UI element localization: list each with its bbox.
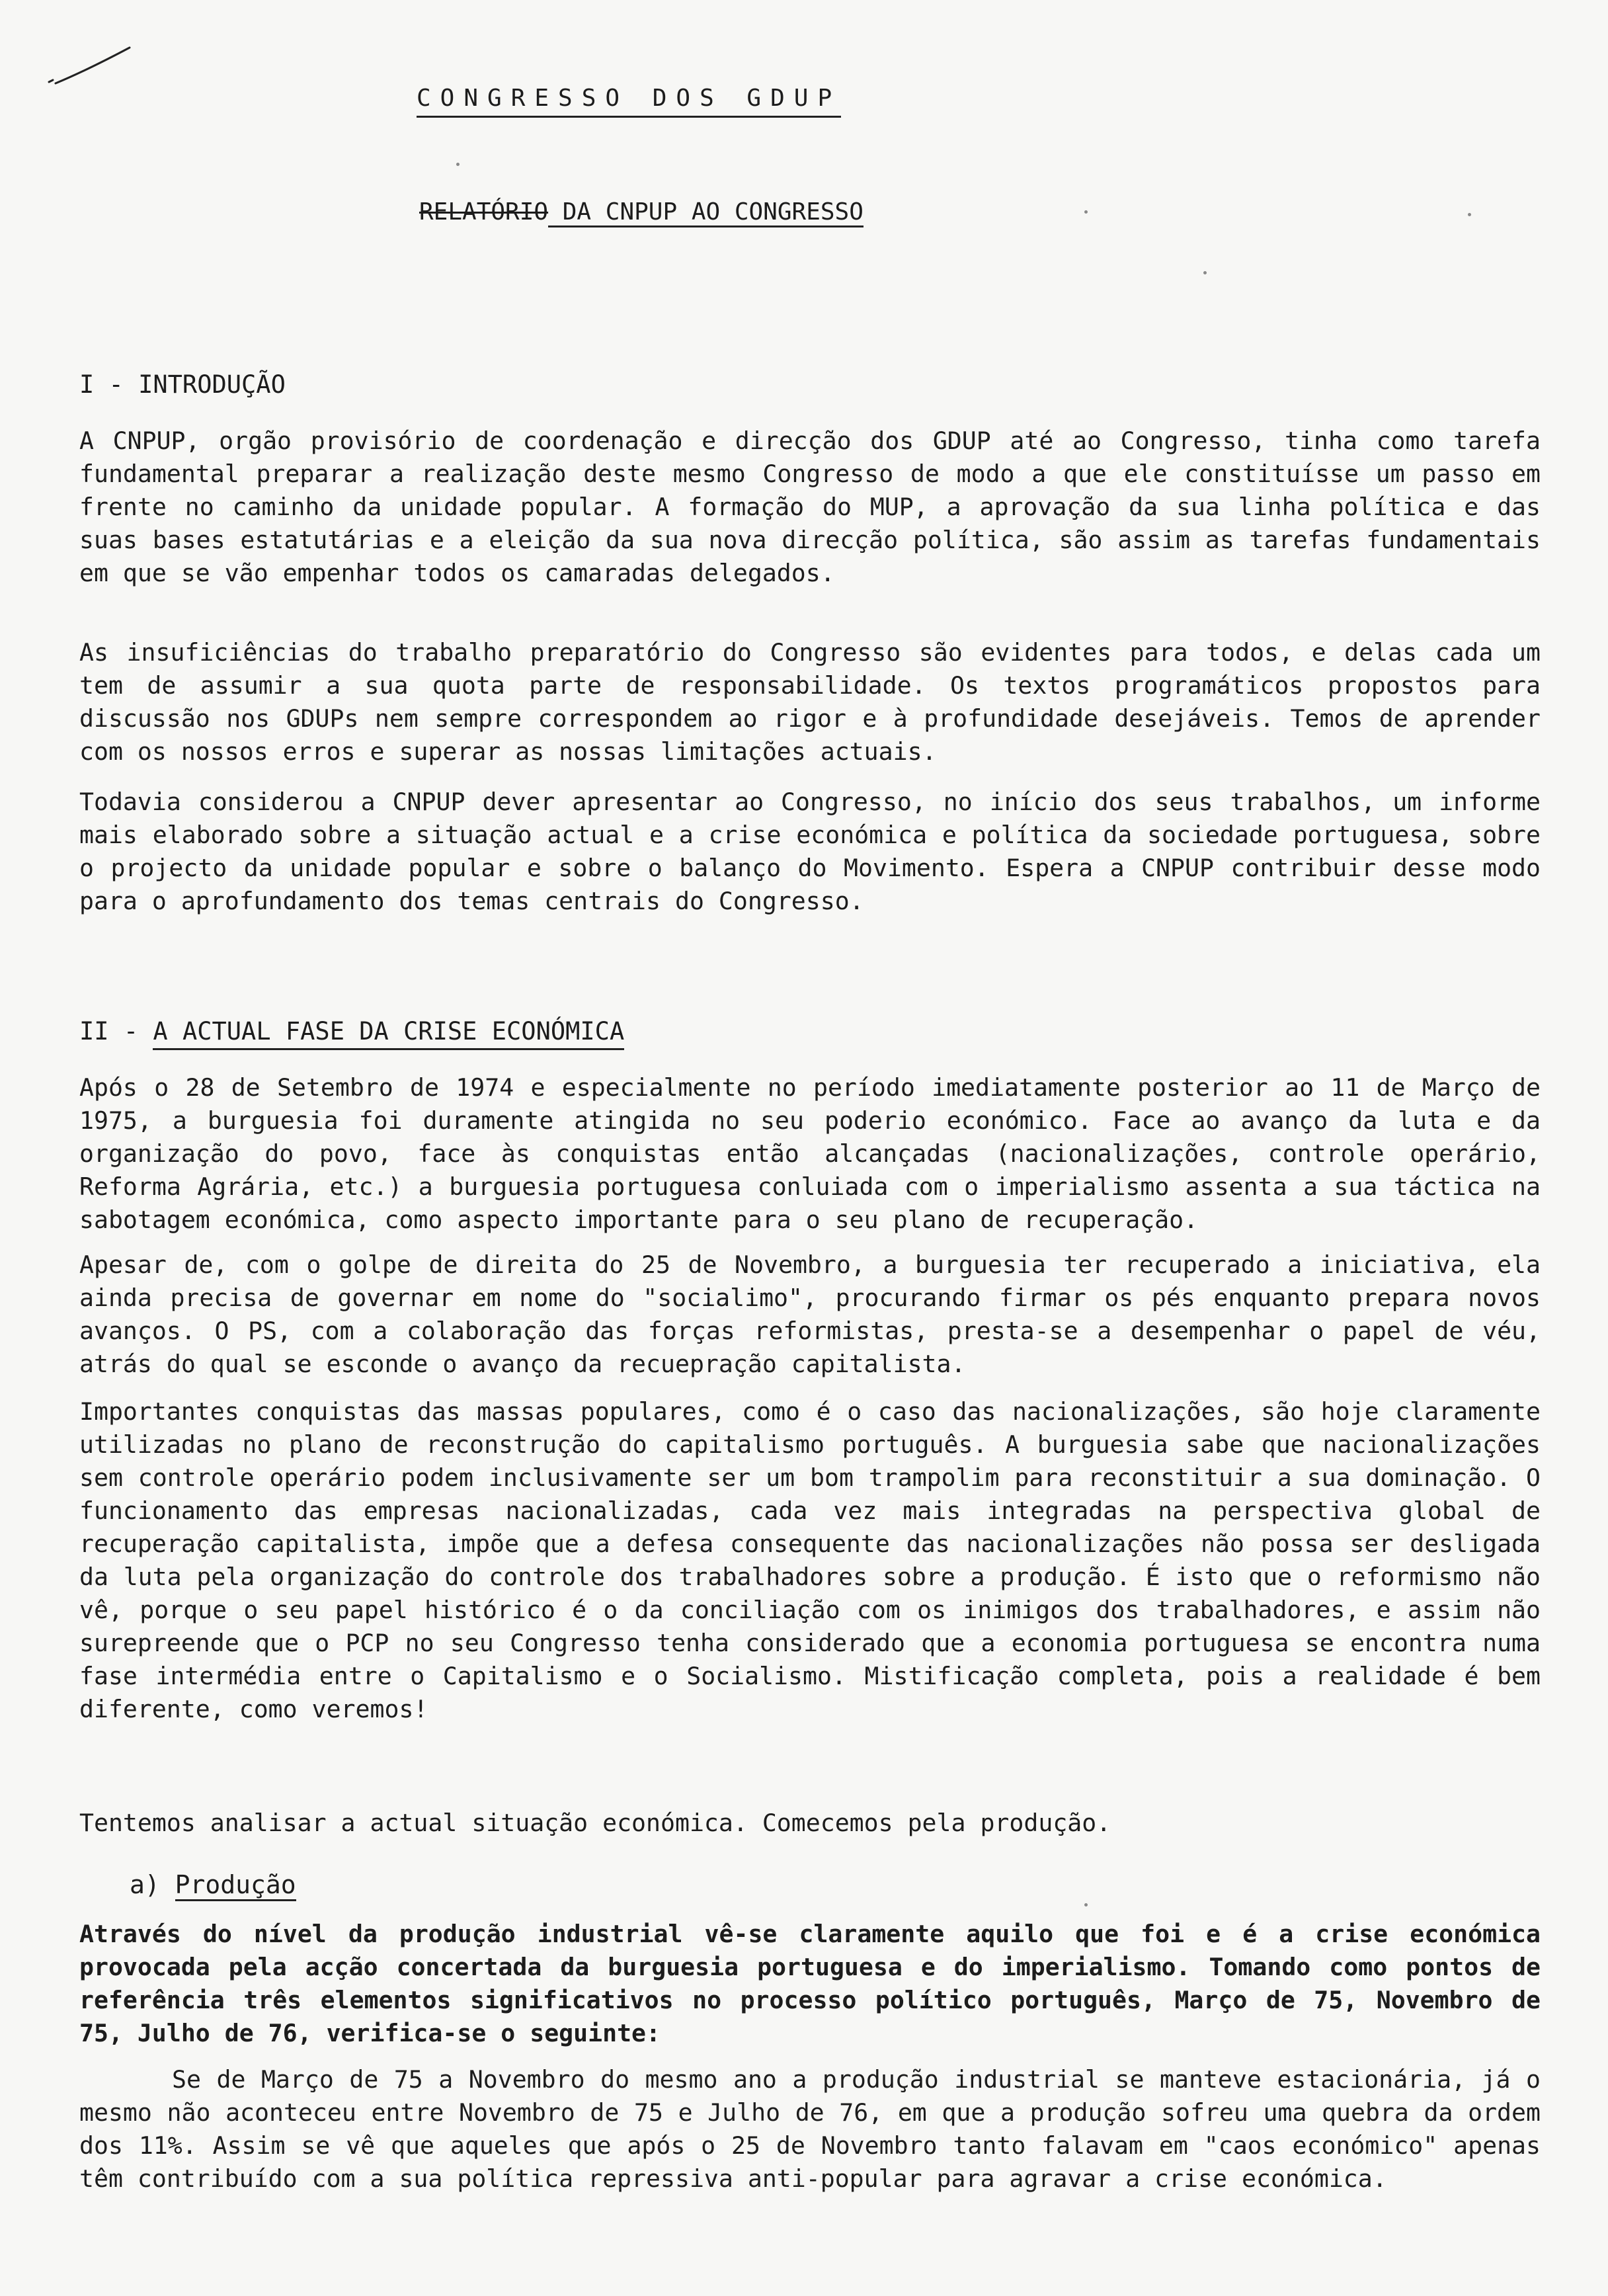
paragraph-intro-1: A CNPUP, orgão provisório de coordenação e direcção dos GDUP até ao Congresso, tinha como tarefa fundamental preparar a realização deste mesmo Congresso de modo a que ele constituísse um passo em frente no caminho da unidade popular. A formação do MUP, a aprovação da sua linha política e das suas bases estatutárias e a eleição da sua nova direcção política, são assim as tarefas fundamentais em que se vão empenhar todos os camaradas delegados. bbox=[79, 427, 1541, 587]
section-heading-introducao: I - INTRODUÇÃO bbox=[79, 370, 286, 399]
pen-stroke-mark bbox=[48, 44, 134, 97]
subsection-label: a) bbox=[130, 1870, 175, 1899]
paragraph-producao-1 bbox=[79, 1918, 1541, 2050]
scan-speck bbox=[1203, 271, 1207, 274]
scan-speck bbox=[456, 163, 460, 166]
document-subtitle bbox=[419, 198, 864, 226]
paragraph-intro-3: Todavia considerou a CNPUP dever apresentar ao Congresso, no início dos seus trabalhos, um informe mais elaborado sobre a situação actual e a crise económica e política da sociedade portuguesa, sobre o projecto da unidade popular e sobre o balanço do Movimento. Espera a CNPUP contribuir desse modo para o aprofundamento dos temas centrais do Congresso. bbox=[79, 788, 1541, 915]
paragraph-intro-2: As insuficiências do trabalho preparatório do Congresso são evidentes para todos, e delas cada um tem de assumir a sua quota parte de responsabilidade. Os textos programáticos propostos para discussão nos GDUPs nem sempre correspondem ao rigor e à profundidade desejáveis. Temos de aprender com os nossos erros e superar as nossas limitações actuais. bbox=[79, 638, 1541, 766]
scan-speck bbox=[1084, 210, 1088, 214]
scan-speck bbox=[1468, 213, 1471, 216]
paragraph-crise-2: Apesar de, com o golpe de direita do 25 de Novembro, a burguesia ter recuperado a iniciativa, ela ainda precisa de governar em nome do "socialimo", procurando firmar os pés enquanto prepara novos avanços. O PS, com a colaboração das forças reformistas, presta-se a desempenhar o papel de véu, atrás do qual se esconde o avanço da recuepração capitalista. bbox=[79, 1250, 1541, 1378]
subsection-title: Produção bbox=[175, 1870, 296, 1901]
paragraph-crise-1: Após o 28 de Setembro de 1974 e especialmente no período imediatamente posterior ao 11 de Março de 1975, a burguesia foi duramente atingida no seu poderio económico. Face ao avanço da luta e da organização do povo, face às conquistas então alcançadas (nacionalizações, controle operário, Reforma Agrária, etc.) a burguesia portuguesa conluiada com o imperialismo assenta a sua táctica na sabotagem económica, como aspecto importante para o seu plano de recuperação. bbox=[79, 1073, 1541, 1234]
document-title: CONGRESSO DOS GDUP bbox=[417, 85, 841, 118]
subtitle-crossed-word: RELATÓRIO bbox=[419, 198, 549, 226]
paragraph-crise-4: Tentemos analisar a actual situação económica. Comecemos pela produção. bbox=[79, 1809, 1111, 1837]
paragraph-producao-2: Se de Março de 75 a Novembro do mesmo ano a produção industrial se manteve estacionária, já o mesmo não aconteceu entre Novembro de 75 e Julho de 76, em que a produção sofreu uma quebra da ordem dos 11%. Assim se vê que aqueles que após o 25 de Novembro tanto falavam em "caos económico" apenas têm contribuído com a sua política repressiva anti-popular para agravar a crise económica. bbox=[79, 2065, 1541, 2193]
section-heading-number: II - bbox=[79, 1017, 153, 1046]
subtitle-text: DA CNPUP AO CONGRESSO bbox=[548, 198, 864, 227]
scan-speck bbox=[1084, 1903, 1088, 1906]
paragraph-crise-3: Importantes conquistas das massas populares, como é o caso das nacionalizações, são hoje claramente utilizadas no plano de reconstrução do capitalismo português. A burguesia sabe que nacionalizações sem controle operário podem inclusivamente ser um bom trampolim para reconstituir a sua dominação. O funcionamento das empresas nacionalizadas, cada vez mais integradas na perspectiva global de recuperação capitalista, impõe que a defesa consequente das nacionalizações não possa ser desligada da luta pela organização do controle dos trabalhadores sobre a produção. É isto que o reformismo não vê, porque o seu papel histórico é o da conciliação com os inimigos dos trabalhadores, e assim não surepreende que o PCP no seu Congresso tenha considerado que a economia portuguesa se encontra numa fase intermédia entre o Capitalismo e o Socialismo. Mistificação completa, pois a realidade é bem diferente, como veremos! bbox=[79, 1397, 1541, 1723]
section-heading-text: A ACTUAL FASE DA CRISE ECONÓMICA bbox=[153, 1017, 624, 1050]
paragraph-producao-1-text: Através do nível da produção industrial vê-se claramente aquilo que foi e é a crise económica provocada pela acção concertada da burguesia portuguesa e do imperialismo. Tomando como pontos de referência três elementos significativos no processo político português, Março de 75, Novembro de 75, Julho de 76, verifica-se o seguinte: bbox=[79, 1920, 1541, 2047]
subsection-heading-producao bbox=[130, 1870, 296, 1899]
section-heading-crise-economica bbox=[79, 1017, 624, 1046]
